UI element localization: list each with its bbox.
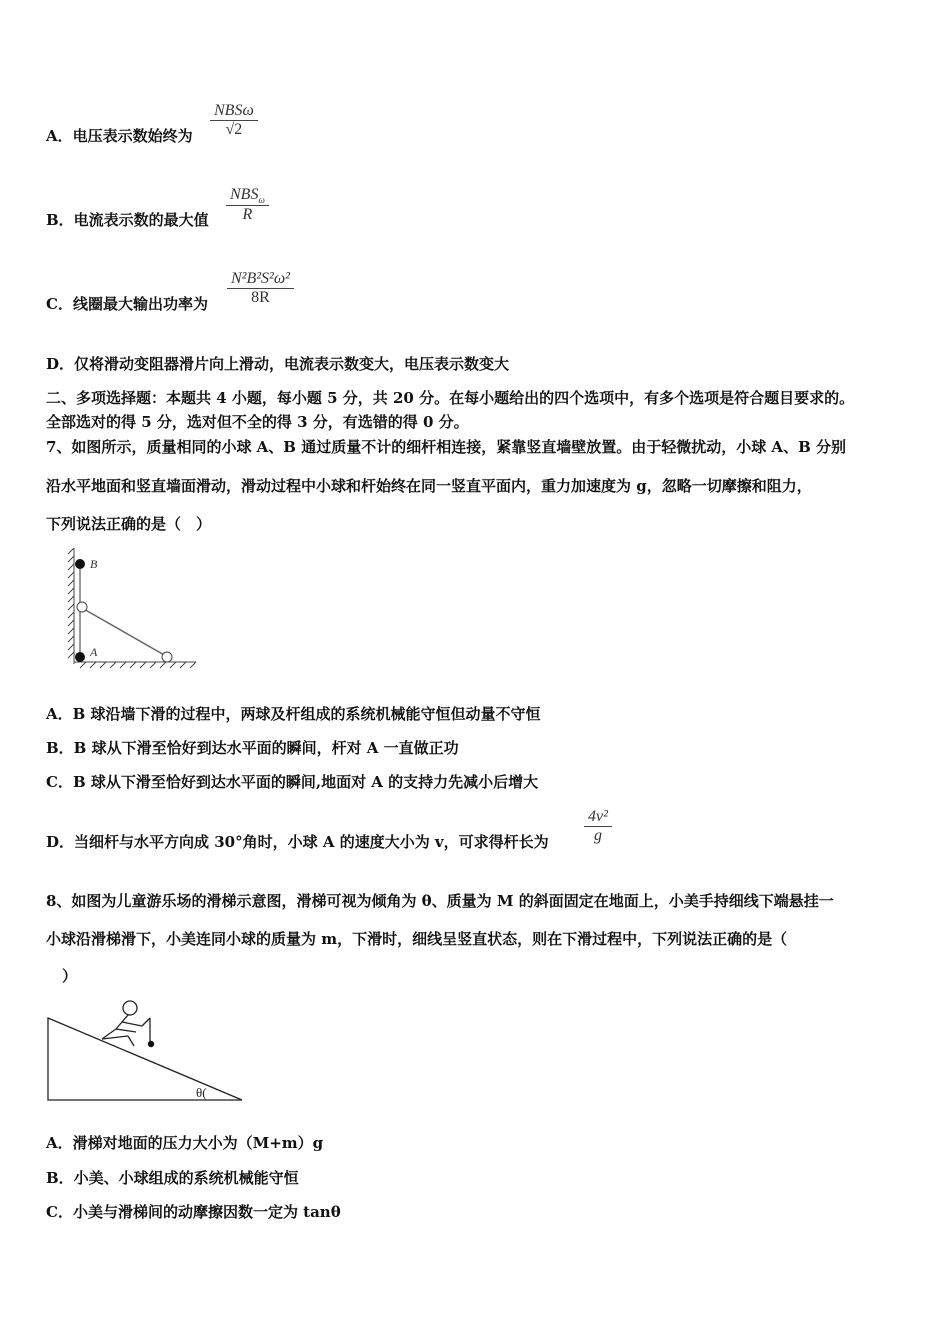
q6-option-d: D．仅将滑动变阻器滑片向上滑动，电流表示数变大，电压表示数变大 bbox=[46, 355, 510, 373]
child-figure bbox=[102, 1001, 150, 1046]
q8-option-a: A．滑梯对地面的压力大小为（M+m）g bbox=[46, 1134, 324, 1152]
fraction-numerator: NBSω bbox=[214, 102, 254, 119]
q7-stem-line1: 7、如图所示，质量相同的小球 A、B 通过质量不计的细杆相连接，紧靠竖直墙壁放置。由于轻微扰动，小球 A、B 分别 bbox=[46, 438, 846, 456]
fraction-numerator: N²B²S²ω² bbox=[231, 270, 290, 287]
slide-incline bbox=[48, 1018, 242, 1100]
fraction-numerator: NBS bbox=[230, 186, 259, 203]
q7-stem-line2: 沿水平地面和竖直墙面滑动，滑动过程中小球和杆始终在同一竖直平面内，重力加速度为 g，忽略一切摩擦和阻力， bbox=[46, 477, 812, 495]
label-a: A bbox=[90, 645, 98, 659]
section2-line1: 二、多项选择题：本题共 4 小题，每小题 5 分，共 20 分。在每小题给出的四个选项中，有多个选项是符合题目要求的。 bbox=[46, 389, 855, 407]
ball-hollow-lower bbox=[162, 652, 172, 662]
q8-option-c: C．小美与滑梯间的动摩擦因数一定为 tanθ bbox=[46, 1203, 341, 1221]
ground-hatching bbox=[74, 662, 196, 668]
q7-option-a: A．B 球沿墙下滑的过程中，两球及杆组成的系统机械能守恒但动量不守恒 bbox=[46, 705, 541, 723]
fraction-numerator-subscript: ω bbox=[258, 195, 265, 206]
q6-option-a-fraction bbox=[210, 102, 258, 139]
hanging-ball bbox=[148, 1041, 154, 1047]
fraction-denominator: g bbox=[593, 827, 602, 844]
fraction-numerator: 4v² bbox=[588, 808, 608, 825]
q7-option-d-fraction bbox=[584, 808, 612, 845]
q8-stem-line1: 8、如图为儿童游乐场的滑梯示意图，滑梯可视为倾角为 θ、质量为 M 的斜面固定在地面上，小美手持细线下端悬挂一 bbox=[46, 892, 834, 910]
q6-option-a: A．电压表示数始终为 bbox=[46, 127, 193, 145]
q7-option-b: B．B 球从下滑至恰好到达水平面的瞬间，杆对 A 一直做正功 bbox=[46, 739, 459, 757]
q8-option-b: B．小美、小球组成的系统机械能守恒 bbox=[46, 1169, 299, 1187]
wall-hatching bbox=[68, 548, 74, 664]
q8-stem-line2: 小球沿滑梯滑下，小美连同小球的质量为 m，下滑时，细线呈竖直状态，则在下滑过程中，下列说法正确的是（ bbox=[46, 930, 788, 948]
theta-label: θ( bbox=[196, 1085, 207, 1100]
q6-option-c: C．线圈最大输出功率为 bbox=[46, 295, 208, 313]
ball-b bbox=[75, 559, 85, 569]
fraction-denominator: 8R bbox=[251, 289, 270, 306]
fraction-denominator: √2 bbox=[225, 121, 243, 138]
fraction-denominator: R bbox=[242, 206, 253, 224]
q6-option-b-fraction bbox=[226, 186, 269, 224]
q8-stem-line3: ） bbox=[62, 967, 78, 985]
q7-figure bbox=[60, 540, 205, 670]
q8-figure bbox=[44, 996, 246, 1104]
q7-option-c: C．B 球从下滑至恰好到达水平面的瞬间,地面对 A 的支持力先减小后增大 bbox=[46, 773, 539, 791]
q7-stem-line3: 下列说法正确的是（ ） bbox=[46, 515, 212, 533]
section2-line2: 全部选对的得 5 分，选对但不全的得 3 分，有选错的得 0 分。 bbox=[46, 413, 469, 431]
label-b: B bbox=[90, 557, 98, 571]
q6-option-c-fraction bbox=[227, 270, 294, 307]
q6-option-b: B．电流表示数的最大值 bbox=[46, 211, 209, 229]
q7-option-d: D．当细杆与水平方向成 30°角时，小球 A 的速度大小为 v，可求得杆长为 bbox=[46, 833, 549, 851]
ball-hollow-upper bbox=[77, 602, 87, 612]
ball-a bbox=[75, 652, 85, 662]
